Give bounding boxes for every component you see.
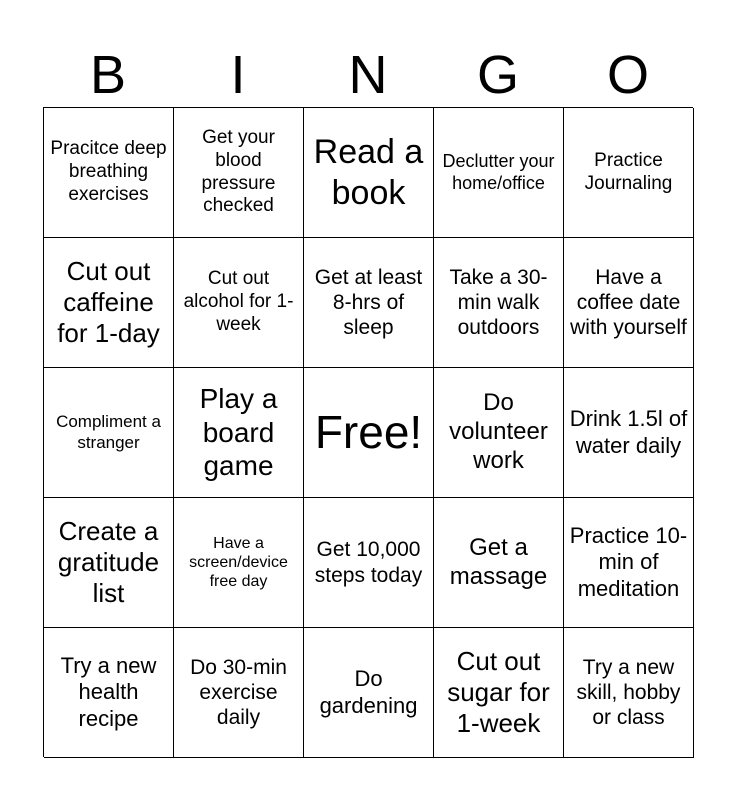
bingo-cell-r5c2[interactable] [174,628,304,758]
bingo-cell-r5c3[interactable] [304,628,434,758]
bingo-cell-text: Cut out alcohol for 1-week [183,268,294,335]
bingo-cell-text: Do gardening [319,666,418,718]
bingo-cell-text: Try a new skill, hobby or class [576,655,681,730]
bingo-cell-r3c4[interactable] [434,368,564,498]
bingo-cell-text: Have a screen/device free day [189,534,288,591]
bingo-cell-r2c4[interactable] [434,238,564,368]
bingo-cell-text: Cut out sugar for 1-week [447,645,550,739]
bingo-cell-r4c1[interactable] [44,498,174,628]
bingo-cell-text: Get your blood pressure checked [201,126,276,217]
bingo-cell-text: Pracitce deep breathing exercises [50,138,167,205]
bingo-cell-r4c5[interactable] [564,498,694,628]
bingo-cell-text: Get at least 8-hrs of sleep [314,265,423,340]
bingo-cell-text: Create a gratitude list [57,515,160,609]
bingo-cell-text: Read a book [313,132,424,212]
bingo-cell-r2c5[interactable] [564,238,694,368]
bingo-cell-r4c2[interactable] [174,498,304,628]
bingo-cell-r1c5[interactable] [564,108,694,238]
bingo-cell-r4c3[interactable] [304,498,434,628]
bingo-cell-r3c2[interactable] [174,368,304,498]
header-letter-b: B [89,45,127,105]
bingo-cell-text: Try a new health recipe [60,652,157,731]
bingo-cell-r5c1[interactable] [44,628,174,758]
bingo-cell-r5c4[interactable] [434,628,564,758]
header-letter-i: I [230,45,246,105]
header-letter-o: O [606,45,649,105]
bingo-cell-r2c2[interactable] [174,238,304,368]
bingo-cell-r3c1[interactable] [44,368,174,498]
bingo-cell-r1c3[interactable] [304,108,434,238]
bingo-cell-text: Do 30-min exercise daily [190,655,287,730]
bingo-header [43,44,693,106]
bingo-cell-text: Get a massage [449,533,548,590]
bingo-board [43,107,693,757]
bingo-cell-text: Have a coffee date with yourself [570,265,687,340]
bingo-cell-text: Practice 10-min of meditation [569,522,688,601]
bingo-cell-r4c4[interactable] [434,498,564,628]
free-space-label: Free! [314,405,423,458]
bingo-cell-text: Get 10,000 steps today [314,538,423,587]
bingo-cell-text: Do volunteer work [449,389,548,474]
header-letter-g: G [476,45,519,105]
bingo-cell-r2c1[interactable] [44,238,174,368]
header-letter-n: N [348,45,388,105]
bingo-cell-r2c3[interactable] [304,238,434,368]
bingo-cell-r5c5[interactable] [564,628,694,758]
bingo-cell-text: Practice Journaling [584,149,673,194]
bingo-cell-text: Drink 1.5l of water daily [569,406,688,458]
bingo-cell-text: Declutter your home/office [442,150,555,193]
bingo-cell-text: Play a board game [199,383,278,482]
bingo-cell-r3c5[interactable] [564,368,694,498]
bingo-cell-r1c4[interactable] [434,108,564,238]
bingo-cell-r1c1[interactable] [44,108,174,238]
bingo-cell-text: Take a 30-min walk outdoors [449,265,548,340]
bingo-cell-text: Compliment a stranger [56,412,161,452]
bingo-cell-r1c2[interactable] [174,108,304,238]
free-space[interactable] [304,368,434,498]
bingo-cell-text: Cut out caffeine for 1-day [57,255,160,349]
